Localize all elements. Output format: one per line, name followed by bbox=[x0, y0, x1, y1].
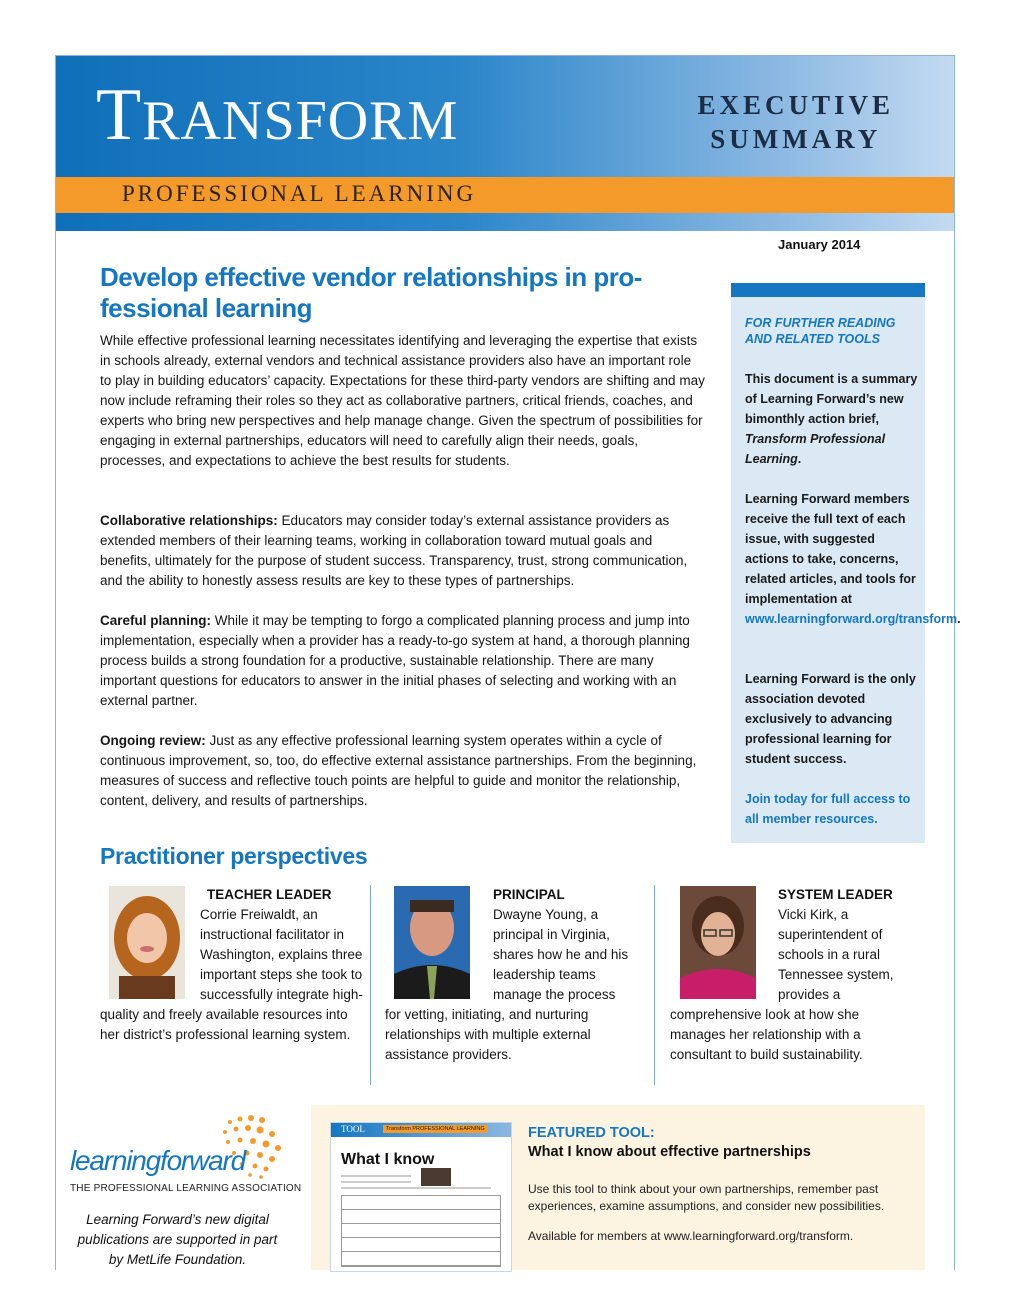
section-text: While it may be tempting to forgo a complicated planning process and jump into implementation, especially when a provider has a ready-to-go system at hand, a thorough planning process builds a strong foundation for a productive, sustainable relationship. There are many important questions for educators to answer in the initial phases of selecting and working with an external partner. bbox=[100, 613, 690, 708]
featured-tool-heading: FEATURED TOOL: bbox=[528, 1125, 655, 1141]
masthead-title-initial: T bbox=[96, 74, 143, 156]
thumb-table bbox=[341, 1195, 501, 1267]
sidebar-p2-end: . bbox=[957, 612, 961, 626]
system-leader-description: Vicki Kirk, a superintendent of schools in a rural Tennessee system, provides a comprehensive look at how she manages her relationship with a consultant to build sustainability. bbox=[670, 907, 894, 1062]
transform-link[interactable]: www.learningforward.org/transform bbox=[745, 612, 958, 626]
article-headline: Develop effective vendor relationships in pro-fessional learning bbox=[100, 262, 642, 323]
section-review bbox=[100, 731, 705, 811]
article-intro: While effective professional learning necessitates identifying and leveraging the expertise that exists in schools already, external vendors and technical assistance providers also have an important role to play in building educators’ capacity. Expectations for these third-party vendors are shifting and may now include reframing their roles so they act as collaborative partners, critical friends, coaches, and experts who bring new perspectives and help manage change. Given the spectrum of possibilities for engaging in external partnerships, educators will need to carefully align their needs, goals, processes, and expectations to achieve the best results for students. bbox=[100, 333, 705, 468]
sidebar-further-reading bbox=[731, 283, 961, 843]
sidebar-p1-text: This document is a summary of Learning Forward’s new bimonthly action brief, bbox=[745, 372, 918, 426]
logo-tagline: THE PROFESSIONAL LEARNING ASSOCIATION bbox=[70, 1183, 302, 1194]
masthead-title-rest: RANSFORM bbox=[142, 90, 459, 152]
principal-text bbox=[385, 905, 630, 1065]
sidebar-heading: FOR FURTHER READING AND RELATED TOOLS bbox=[745, 316, 896, 346]
sidebar-top-bar bbox=[731, 283, 925, 297]
learningforward-logo: learningforward bbox=[70, 1145, 245, 1176]
sidebar-p1-title: Transform Professional Learning bbox=[745, 432, 886, 466]
exec-line-2: SUMMARY bbox=[710, 124, 882, 154]
float-spacer bbox=[385, 905, 493, 1005]
teacher-leader-text bbox=[100, 905, 365, 1045]
sidebar-p1-end: . bbox=[797, 452, 802, 466]
sidebar-p2-text: Learning Forward members receive the full text of each issue, with suggested actions to take, concerns, related articles, and tools for implementation at bbox=[745, 492, 916, 606]
float-spacer bbox=[100, 905, 200, 1005]
thumb-line bbox=[341, 1175, 411, 1177]
perspectives-heading: Practitioner perspectives bbox=[100, 843, 368, 869]
featured-tool-description: Use this tool to think about your own partnerships, remember past experiences, examine assumptions, and consider new possibilities. bbox=[528, 1182, 885, 1213]
teacher-leader-description: Corrie Freiwaldt, an instructional facilitator in Washington, explains three important steps she took to successfully integrate high-quality and freely available resources into her district’s professional learning system. bbox=[100, 907, 363, 1042]
featured-tool-availability: Available for members at www.learningforward.org/transform. bbox=[528, 1229, 854, 1243]
principal-role: PRINCIPAL bbox=[493, 887, 565, 902]
join-today-link[interactable]: Join today for full access to all member resources. bbox=[745, 792, 911, 826]
section-text: Just as any effective professional learning system operates within a cycle of continuous improvement, so, too, do effective external assistance partnerships. From the beginning, measures of success and reflective touch points are helpful to guide and monitor the relationship, content, delivery, and results of partnerships. bbox=[100, 733, 697, 808]
section-label: Collaborative relationships: bbox=[100, 513, 278, 528]
issue-date: January 2014 bbox=[778, 237, 861, 252]
masthead-subtitle: PROFESSIONAL LEARNING bbox=[122, 181, 477, 206]
exec-line-1: EXECUTIVE bbox=[697, 90, 894, 120]
sidebar-paragraph-2 bbox=[745, 489, 961, 629]
subtitle-band bbox=[56, 177, 955, 213]
system-leader-role: SYSTEM LEADER bbox=[778, 887, 893, 902]
sidebar-paragraph-1 bbox=[745, 369, 920, 469]
float-spacer bbox=[670, 905, 778, 1005]
executive-summary-label bbox=[697, 88, 894, 156]
system-leader-text bbox=[670, 905, 915, 1065]
thumb-line bbox=[341, 1187, 491, 1189]
column-divider bbox=[654, 885, 655, 1085]
teacher-leader-role: TEACHER LEADER bbox=[207, 887, 332, 902]
thumb-brand: Transform PROFESSIONAL LEARNING bbox=[383, 1125, 488, 1133]
column-divider bbox=[370, 885, 371, 1085]
featured-tool-title[interactable]: What I know about effective partnerships bbox=[528, 1144, 811, 1160]
section-label: Ongoing review: bbox=[100, 733, 206, 748]
tool-thumbnail[interactable] bbox=[330, 1122, 512, 1272]
thumb-photo bbox=[421, 1168, 451, 1186]
masthead-title bbox=[96, 74, 459, 156]
metlife-note: Learning Forward’s new digital publications are supported in part by MetLife Foundation. bbox=[77, 1212, 278, 1267]
section-collaborative bbox=[100, 511, 705, 591]
thumb-line bbox=[341, 1181, 411, 1183]
section-label: Careful planning: bbox=[100, 613, 211, 628]
principal-description: Dwayne Young, a principal in Virginia, shares how he and his leadership teams manage the process for vetting, initiating, and nurturing relationships with multiple external assistance providers. bbox=[385, 907, 629, 1062]
section-planning bbox=[100, 611, 705, 711]
thumb-title: What I know bbox=[341, 1151, 435, 1168]
thumb-banner bbox=[331, 1123, 511, 1137]
masthead-banner bbox=[56, 56, 955, 231]
sidebar-paragraph-3: Learning Forward is the only association devoted exclusively to advancing professional learning for student success. bbox=[745, 672, 916, 766]
thumb-tool-label: TOOL bbox=[341, 1124, 365, 1134]
section-text: Educators may consider today’s external assistance providers as extended members of their learning teams, working in collaboration toward mutual goals and benefits, ultimately for the purpose of student success. Transparency, trust, strong communication, and the ability to honestly assess results are key to these types of partnerships. bbox=[100, 513, 688, 588]
